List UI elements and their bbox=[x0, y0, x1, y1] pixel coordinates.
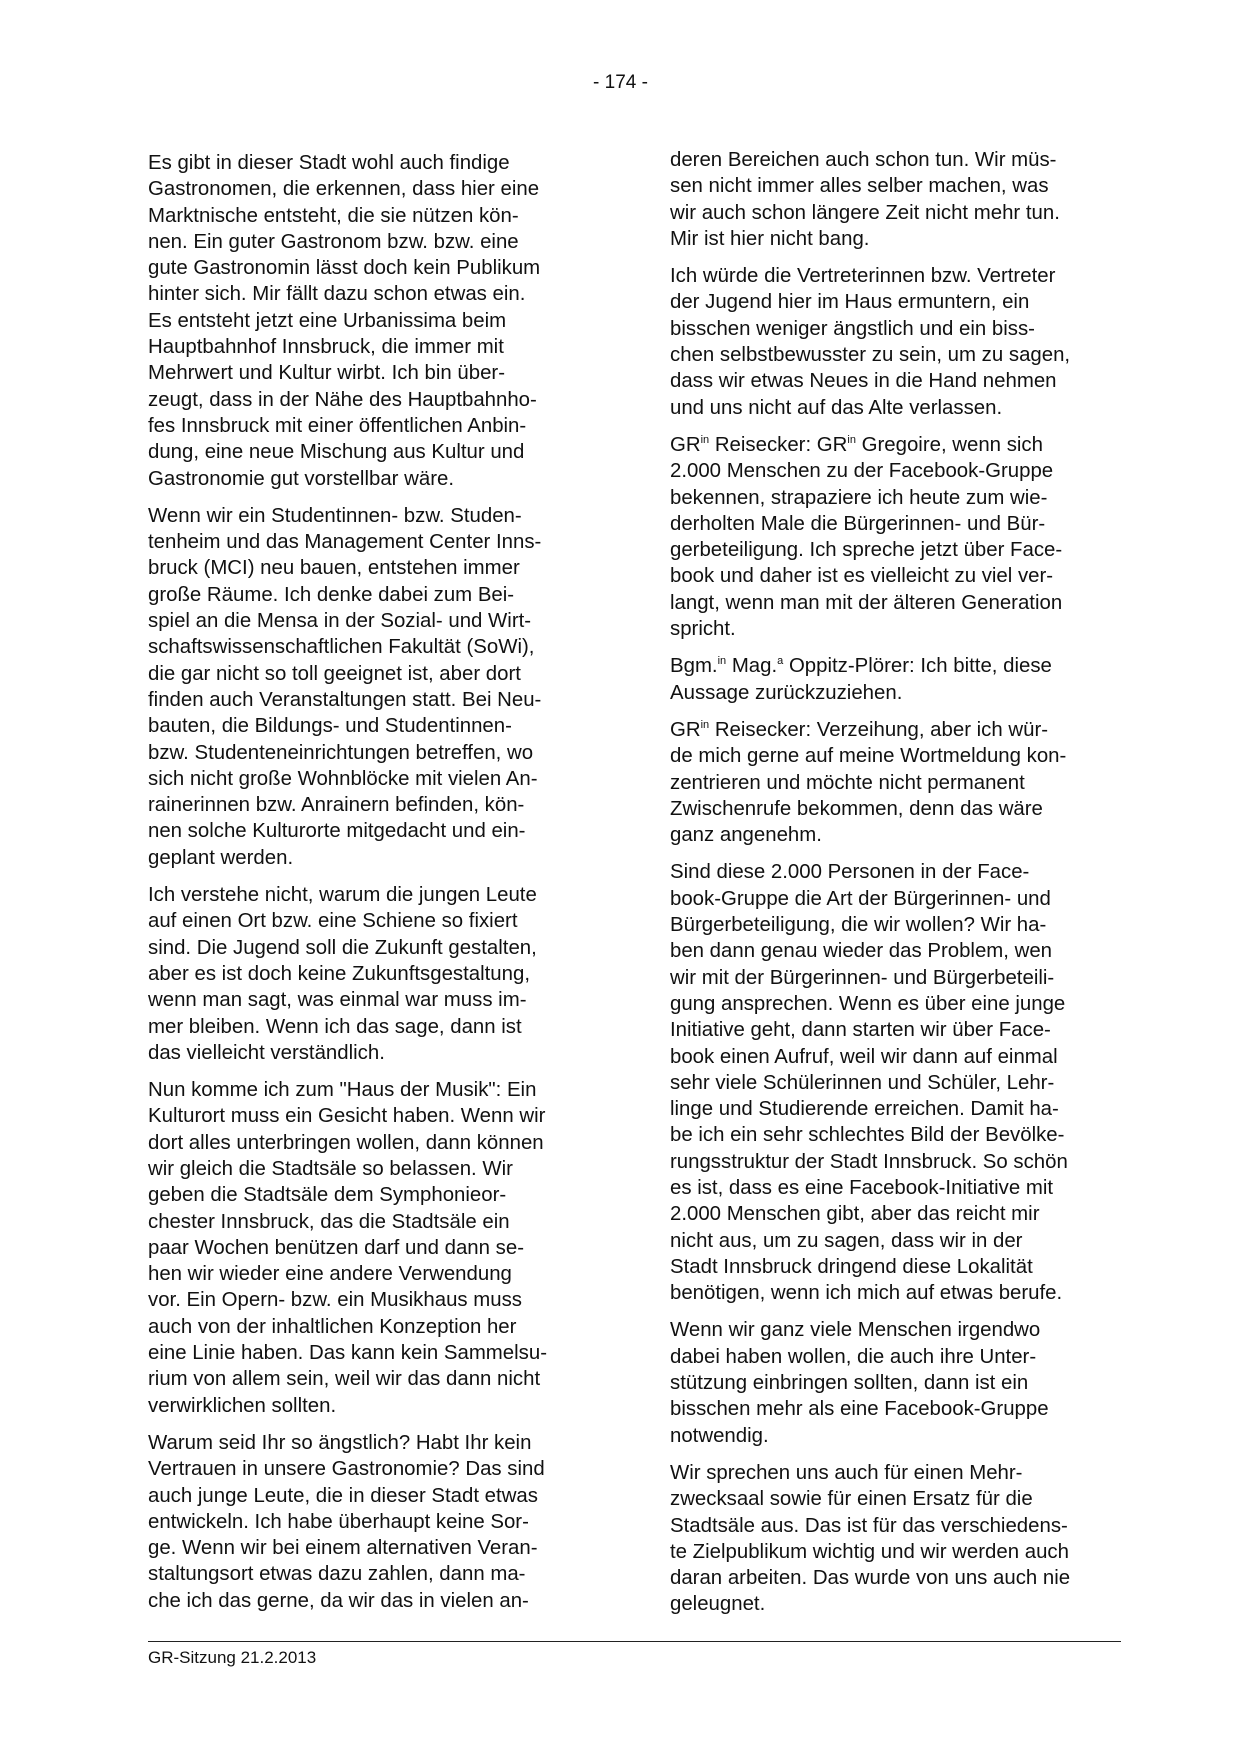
speech-3-lines bbox=[670, 743, 1118, 848]
text-line: gute Gastronomin lässt doch kein Publikum bbox=[148, 257, 541, 280]
text-line: Ich würde die Vertreterinnen bzw. Vertreter bbox=[670, 265, 1056, 288]
text-line: bauten, die Bildungs- und Studentinnen- bbox=[148, 715, 512, 738]
text-line: sich nicht große Wohnblöcke mit vielen An- bbox=[148, 767, 538, 790]
text-line: aber es ist doch keine Zukunftsgestaltung, bbox=[148, 962, 530, 985]
paragraph bbox=[670, 859, 1118, 1306]
paragraph bbox=[148, 1430, 596, 1614]
text-line: dass wir etwas Neues in die Hand nehmen bbox=[670, 370, 1057, 393]
text-line: Mehrwert und Kultur wirbt. Ich bin über- bbox=[148, 362, 505, 385]
text-line: zentrieren und möchte nicht permanent bbox=[670, 771, 1025, 794]
text-line: Wir sprechen uns auch für einen Mehr- bbox=[670, 1461, 1023, 1484]
text-line: gung ansprechen. Wenn es über eine junge bbox=[670, 992, 1066, 1015]
paragraph bbox=[148, 882, 596, 1066]
text-line: book-Gruppe die Art der Bürgerinnen- und bbox=[670, 887, 1051, 910]
text-line: Wenn wir ganz viele Menschen irgendwo bbox=[670, 1319, 1041, 1342]
text-line: Warum seid Ihr so ängstlich? Habt Ihr kein bbox=[148, 1431, 532, 1454]
text-line: spiel an die Mensa in der Sozial- und Wirt- bbox=[148, 610, 532, 633]
text-line: ben dann genau wieder das Problem, wen bbox=[670, 940, 1053, 963]
paragraph bbox=[670, 1317, 1118, 1448]
text-line: rainerinnen bzw. Anrainern befinden, kön- bbox=[148, 794, 525, 817]
paragraph bbox=[670, 263, 1118, 421]
speech-oppitz-ploerer: Bgm.$^{in}$ Mag.$^a$ Oppitz-Plörer: Ich bitte, diese Aussage zurückzuziehen. bbox=[670, 653, 1118, 706]
text-line: dort alles unterbringen wollen, dann können bbox=[148, 1131, 544, 1154]
speech-reisecker-2: $GR^{in}$ Reisecker: Verzeihung, aber ich wür- de mich gerne auf meine Wortmeldung kon- zentrieren und möchte nicht permanent Zwischenrufe bekommen, denn das wäre ganz angenehm. bbox=[670, 717, 1118, 848]
text-line: wenn man sagt, was einmal war muss im- bbox=[148, 989, 527, 1012]
text-line: chester Innsbruck, das die Stadtsäle ein bbox=[148, 1210, 510, 1233]
text-line: stützung einbringen sollten, dann ist ein bbox=[670, 1372, 1029, 1395]
text-line: geleugnet. bbox=[670, 1593, 766, 1616]
text-line: auch von der inhaltlichen Konzeption her bbox=[148, 1315, 517, 1338]
text-line: Es entsteht jetzt eine Urbanissima beim bbox=[148, 309, 507, 332]
text-line: fes Innsbruck mit einer öffentlichen Anbin- bbox=[148, 414, 527, 437]
text-line: mer bleiben. Wenn ich das sage, dann ist bbox=[148, 1015, 522, 1038]
text-line: nen solche Kulturorte mitgedacht und ein- bbox=[148, 820, 526, 843]
text-line: bisschen weniger ängstlich und ein biss- bbox=[670, 317, 1035, 340]
footer-divider bbox=[148, 1641, 1121, 1642]
text-line: che ich das gerne, da wir das in vielen an- bbox=[148, 1589, 529, 1612]
text-line: geplant werden. bbox=[148, 846, 294, 869]
text-line: Sind diese 2.000 Personen in der Face- bbox=[670, 861, 1030, 884]
text-line: verwirklichen sollten. bbox=[148, 1394, 337, 1417]
text-line: daran arbeiten. Das wurde von uns auch nie bbox=[670, 1567, 1071, 1590]
text-line: rium von allem sein, weil wir das dann nicht bbox=[148, 1368, 541, 1391]
text-line: bisschen mehr als eine Facebook-Gruppe bbox=[670, 1398, 1049, 1421]
paragraph bbox=[148, 1077, 596, 1419]
text-line: paar Wochen benützen darf und dann se- bbox=[148, 1236, 524, 1259]
left-column bbox=[148, 150, 596, 1625]
text-line: der Jugend hier im Haus ermuntern, ein bbox=[670, 291, 1030, 314]
text-line: sind. Die Jugend soll die Zukunft gestalten, bbox=[148, 936, 537, 959]
text-line: das vielleicht verständlich. bbox=[148, 1041, 385, 1064]
text-line: finden auch Veranstaltungen statt. Bei Neu- bbox=[148, 688, 542, 711]
text-line: schaftswissenschaftlichen Fakultät (SoWi), bbox=[148, 636, 535, 659]
text-line: langt, wenn man mit der älteren Generation bbox=[670, 591, 1063, 614]
text-line: hen wir wieder eine andere Verwendung bbox=[148, 1263, 512, 1286]
text-line: Wenn wir ein Studentinnen- bzw. Studen- bbox=[148, 504, 522, 527]
text-line: auch junge Leute, die in dieser Stadt etwas bbox=[148, 1484, 538, 1507]
text-line: Vertrauen in unsere Gastronomie? Das sind bbox=[148, 1458, 545, 1481]
text-line: Hauptbahnhof Innsbruck, die immer mit bbox=[148, 336, 504, 359]
text-line: ge. Wenn wir bei einem alternativen Veran- bbox=[148, 1537, 538, 1560]
text-line: Gastronomie gut vorstellbar wäre. bbox=[148, 467, 454, 490]
text-line: chen selbstbewusster zu sein, um zu sagen, bbox=[670, 344, 1071, 367]
text-line: hinter sich. Mir fällt dazu schon etwas ein. bbox=[148, 283, 526, 306]
text-line: Stadt Innsbruck dringend diese Lokalität bbox=[670, 1255, 1033, 1278]
text-line: Aussage zurückzuziehen. bbox=[670, 681, 903, 704]
text-line: Nun komme ich zum "Haus der Musik": Ein bbox=[148, 1079, 537, 1102]
text-line: bzw. Studenteneinrichtungen betreffen, wo bbox=[148, 741, 534, 764]
text-line: notwendig. bbox=[670, 1424, 769, 1447]
text-line: Bürgerbeteiligung, die wir wollen? Wir ha- bbox=[670, 914, 1047, 937]
text-line: ganz angenehm. bbox=[670, 824, 822, 847]
text-line: sehr viele Schülerinnen und Schüler, Lehr- bbox=[670, 1071, 1055, 1094]
text-line: tenheim und das Management Center Inns- bbox=[148, 531, 542, 554]
text-line: und uns nicht auf das Alte verlassen. bbox=[670, 396, 1003, 419]
speech-reisecker-1: $GR^{in}$ Reisecker: $GR^{in}$ Gregoire, wenn sich 2.000 Menschen zu der Facebook-Gruppe bekennen, strapaziere ich heute zum wie- derholten Male die Bürgerinnen- und Bür- gerbeteiligung. Ich spreche jetzt über Face- book und daher ist es vielleicht zu viel ver- langt, wenn man mit der älteren Generation spricht. bbox=[670, 432, 1118, 642]
text-line: Initiative geht, dann starten wir über Face- bbox=[670, 1019, 1051, 1042]
text-line: wir gleich die Stadtsäle so belassen. Wir bbox=[148, 1157, 513, 1180]
text-line: dabei haben wollen, die auch ihre Unter- bbox=[670, 1345, 1037, 1368]
text-line: deren Bereichen auch schon tun. Wir müs- bbox=[670, 149, 1057, 171]
text-line: dung, eine neue Mischung aus Kultur und bbox=[148, 441, 525, 464]
footer-session-date: GR-Sitzung 21.2.2013 bbox=[148, 1648, 317, 1667]
text-line: te Zielpublikum wichtig und wir werden auch bbox=[670, 1540, 1069, 1563]
paragraph bbox=[148, 503, 596, 871]
text-line: Stadtsäle aus. Das ist für das verschiedens- bbox=[670, 1514, 1068, 1537]
text-line: rungsstruktur der Stadt Innsbruck. So schön bbox=[670, 1150, 1068, 1173]
text-line: Mir ist hier nicht bang. bbox=[670, 227, 870, 250]
text-line: nicht aus, um zu sagen, dass wir in der bbox=[670, 1229, 1023, 1252]
text-line: zeugt, dass in der Nähe des Hauptbahnho- bbox=[148, 388, 537, 411]
text-line: die gar nicht so toll geeignet ist, aber dort bbox=[148, 662, 521, 685]
text-line: Kulturort muss ein Gesicht haben. Wenn wir bbox=[148, 1105, 546, 1128]
text-line: gerbeteiligung. Ich spreche jetzt über Face- bbox=[670, 539, 1063, 562]
text-line: de mich gerne auf meine Wortmeldung kon- bbox=[670, 745, 1067, 768]
text-line: eine Linie haben. Das kann kein Sammelsu- bbox=[148, 1342, 547, 1365]
text-line: es ist, dass es eine Facebook-Initiative mit bbox=[670, 1176, 1054, 1199]
right-column bbox=[670, 147, 1118, 1629]
paragraph bbox=[148, 150, 596, 492]
text-line: vor. Ein Opern- bzw. ein Musikhaus muss bbox=[148, 1289, 522, 1312]
text-line: Marktnische entsteht, die sie nützen kön- bbox=[148, 204, 519, 227]
text-line: derholten Male die Bürgerinnen- und Bür- bbox=[670, 512, 1046, 535]
text-line: be ich ein sehr schlechtes Bild der Bevölke- bbox=[670, 1124, 1065, 1147]
text-line: book einen Aufruf, weil wir dann auf einmal bbox=[670, 1045, 1058, 1068]
paragraph bbox=[670, 147, 1118, 252]
text-line: 2.000 Menschen zu der Facebook-Gruppe bbox=[670, 460, 1054, 483]
text-line: wir mit der Bürgerinnen- und Bürgerbeteili- bbox=[670, 966, 1055, 989]
text-line: 2.000 Menschen gibt, aber das reicht mir bbox=[670, 1203, 1040, 1226]
text-line: Gastronomen, die erkennen, dass hier eine bbox=[148, 178, 540, 201]
text-line: Es gibt in dieser Stadt wohl auch findige bbox=[148, 152, 510, 174]
text-line: sen nicht immer alles selber machen, was bbox=[670, 175, 1049, 198]
text-line: entwickeln. Ich habe überhaupt keine Sor- bbox=[148, 1510, 529, 1533]
text-line: staltungsort etwas dazu zahlen, dann ma- bbox=[148, 1563, 526, 1586]
text-line: spricht. bbox=[670, 618, 736, 641]
text-line: Zwischenrufe bekommen, denn das wäre bbox=[670, 797, 1043, 820]
text-line: nen. Ein guter Gastronom bzw. bzw. eine bbox=[148, 230, 519, 253]
text-line: geben die Stadtsäle dem Symphonieor- bbox=[148, 1184, 507, 1207]
page-number: - 174 - bbox=[593, 72, 648, 93]
speech-1-lines bbox=[670, 458, 1118, 642]
text-line: linge und Studierende erreichen. Damit ha- bbox=[670, 1098, 1059, 1121]
text-line: große Räume. Ich denke dabei zum Bei- bbox=[148, 583, 515, 606]
text-line: wir auch schon längere Zeit nicht mehr tun. bbox=[670, 201, 1060, 224]
text-line: zwecksaal sowie für einen Ersatz für die bbox=[670, 1488, 1033, 1511]
text-line: auf einen Ort bzw. eine Schiene so fixiert bbox=[148, 910, 518, 933]
text-line: Ich verstehe nicht, warum die jungen Leute bbox=[148, 884, 537, 907]
text-line: benötigen, wenn ich mich auf etwas berufe. bbox=[670, 1282, 1063, 1305]
paragraph bbox=[670, 1460, 1118, 1618]
text-line: book und daher ist es vielleicht zu viel ver- bbox=[670, 565, 1054, 588]
text-line: bekennen, strapaziere ich heute zum wie- bbox=[670, 486, 1048, 509]
speech-2-lines bbox=[670, 680, 1118, 706]
text-line: bruck (MCI) neu bauen, entstehen immer bbox=[148, 557, 520, 580]
